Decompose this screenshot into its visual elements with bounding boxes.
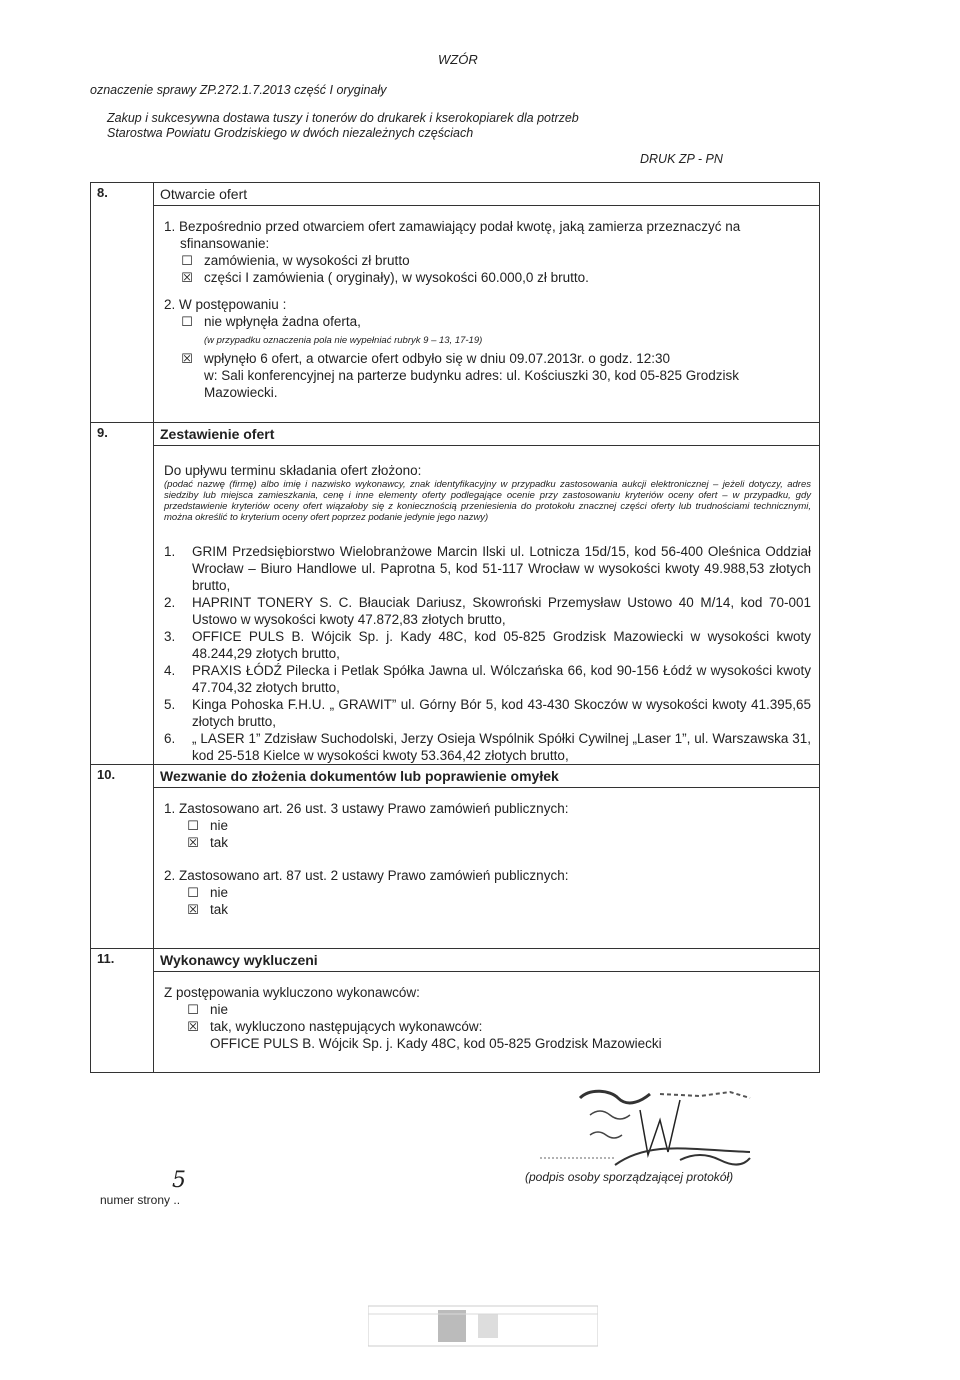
section-number: 9. <box>91 423 154 765</box>
paragraph: sfinansowanie: <box>180 236 270 251</box>
checkbox-checked-icon[interactable]: ☒ <box>187 835 199 850</box>
option-label: części I zamówienia ( oryginały), w wysokości 60.000,0 zł brutto. <box>204 270 589 285</box>
section-10 <box>91 765 820 949</box>
checkbox-unchecked-icon[interactable]: ☐ <box>187 818 199 833</box>
checkbox-option[interactable] <box>164 1018 811 1035</box>
checkbox-option[interactable] <box>164 817 811 834</box>
list-item: Kinga Pohoska F.H.U. „ GRAWIT” ul. Górny Bór 5, kod 43-430 Skoczów w wysokości kwoty 41.395,65 złotych brutto, <box>192 697 811 729</box>
list-number: 6. <box>164 731 176 746</box>
list-number: 4. <box>164 663 176 678</box>
section-title: Wykonawcy wykluczeni <box>154 949 819 972</box>
page-number-handwritten: 5 <box>172 1168 186 1193</box>
paragraph: Do upływu terminu składania ofert złożono: <box>164 463 422 478</box>
paragraph: 1. Bezpośrednio przed otwarciem ofert zamawiający podał kwotę, jaką zamierza przeznaczyć na <box>164 219 741 234</box>
section-title: Otwarcie ofert <box>154 183 819 206</box>
checkbox-option[interactable] <box>164 1001 811 1018</box>
option-label-continued: w: Sali konferencyjnej na parterze budynku adres: ul. Kościuszki 30, kod 05-825 Grodzisk <box>204 368 740 383</box>
checkbox-option[interactable] <box>164 834 811 851</box>
option-label: nie <box>210 885 229 900</box>
question: 2. Zastosowano art. 87 ust. 2 ustawy Prawo zamówień publicznych: <box>164 868 569 883</box>
section-11 <box>91 949 820 1073</box>
list-number: 2. <box>164 595 176 610</box>
section-title: Wezwanie do złożenia dokumentów lub poprawienie omyłek <box>154 765 819 788</box>
protocol-sections-table <box>90 182 820 1073</box>
subject-line-1: Zakup i sukcesywna dostawa tuszy i tonerów do drukarek i kserokopiarek dla potrzeb <box>107 111 579 125</box>
checkbox-option[interactable] <box>164 884 811 901</box>
form-watermark-label: WZÓR <box>438 52 478 67</box>
subject-line-2: Starostwa Powiatu Grodziskiego w dwóch niezależnych częściach <box>107 126 474 140</box>
checkbox-option[interactable] <box>164 350 811 367</box>
option-label-continued: Mazowiecki. <box>204 385 278 400</box>
option-label: zamówienia, w wysokości zł brutto <box>204 253 410 268</box>
list-number: 1. <box>164 544 176 559</box>
checkbox-unchecked-icon[interactable]: ☐ <box>181 253 193 268</box>
paragraph: 2. W postępowaniu : <box>164 297 287 312</box>
procurement-subject <box>107 111 579 141</box>
checkbox-unchecked-icon[interactable]: ☐ <box>187 1002 199 1017</box>
list-number: 3. <box>164 629 176 644</box>
option-label: tak <box>210 835 229 850</box>
checkbox-checked-icon[interactable]: ☒ <box>181 351 193 366</box>
section-number: 11. <box>91 949 154 1073</box>
excluded-contractor: OFFICE PULS B. Wójcik Sp. j. Kady 48C, kod 05-825 Grodzisk Mazowiecki <box>210 1036 662 1051</box>
paragraph: Z postępowania wykluczono wykonawców: <box>164 985 420 1000</box>
section-number: 8. <box>91 183 154 423</box>
checkbox-option[interactable] <box>164 313 811 330</box>
option-label: nie <box>210 818 229 833</box>
signature-caption: (podpis osoby sporządzającej protokół) <box>525 1170 734 1184</box>
checkbox-unchecked-icon[interactable]: ☐ <box>181 314 193 329</box>
list-item: „ LASER 1” Zdzisław Suchodolski, Jerzy Osieja Wspólnik Spółki Cywilnej „Laser 1”, ul. Warszawska 31, kod 25-518 Kielce w wysokości kwoty 53.364,42 złotych brutto, <box>192 731 811 763</box>
list-number: 5. <box>164 697 176 712</box>
option-label: tak, wykluczono następujących wykonawców: <box>210 1019 483 1034</box>
option-label: tak <box>210 902 229 917</box>
checkbox-unchecked-icon[interactable]: ☐ <box>187 885 199 900</box>
instruction-note: (w przypadku oznaczenia pola nie wypełniać rubryk 9 – 13, 17-19) <box>204 335 483 346</box>
signature-stamp-image <box>520 1080 780 1170</box>
section-9 <box>91 423 820 765</box>
checkbox-option[interactable] <box>164 901 811 918</box>
instruction-note: (podać nazwę (firmę) albo imię i nazwisko wykonawcy, znak identyfikacyjny w przypadku zastosowania aukcji elektronicznej – jeżeli dotyczy, adres siedziby lub miejsca zamieszkania, cenę i inne elementy oferty podlegające ocenie przy zastosowaniu kryteriów oceny ofert – w przypadku, gdy przedstawienie kryteriów oceny ofert wiązałoby się z koniecznością przeniesienia do protokołu znacznej części oferty lub trudnościami technicznymi, można określić to kryterium oceny ofert poprzez podanie jedynie jego nazwy) <box>164 479 811 523</box>
question: 1. Zastosowano art. 26 ust. 3 ustawy Prawo zamówień publicznych: <box>164 801 569 816</box>
section-number: 10. <box>91 765 154 949</box>
scan-stamp-image <box>368 1300 598 1350</box>
list-item: GRIM Przedsiębiorstwo Wielobranżowe Marcin Ilski ul. Lotnicza 15d/15, kod 56-400 Oleśnica Oddział Wrocław – Biuro Handlowe ul. Paprotna 5, kod 51-117 Wrocław w wysokości kwoty 49.988,53 złotych brutto, <box>192 544 811 593</box>
list-item: HAPRINT TONERY S. C. Błauciak Dariusz, Skowroński Przemysław Ustowo 40 M/14, kod 70-001 Ustowo w wysokości kwoty 47.872,83 złotych brutto, <box>192 595 811 627</box>
list-item: OFFICE PULS B. Wójcik Sp. j. Kady 48C, kod 05-825 Grodzisk Mazowiecki w wysokości kwoty 48.244,29 złotych brutto, <box>192 629 811 661</box>
option-label: wpłynęło 6 ofert, a otwarcie ofert odbyło się w dniu 09.07.2013r. o godz. 12:30 <box>204 351 671 366</box>
option-label: nie wpłynęła żadna oferta, <box>204 314 361 329</box>
case-number: oznaczenie sprawy ZP.272.1.7.2013 część I oryginały <box>90 83 387 97</box>
checkbox-checked-icon[interactable]: ☒ <box>181 270 193 285</box>
offers-list <box>164 543 811 764</box>
section-8 <box>91 183 820 423</box>
checkbox-option[interactable] <box>164 269 811 286</box>
checkbox-checked-icon[interactable]: ☒ <box>187 902 199 917</box>
section-title: Zestawienie ofert <box>154 423 819 446</box>
option-label: nie <box>210 1002 229 1017</box>
checkbox-checked-icon[interactable]: ☒ <box>187 1019 199 1034</box>
page-number-label: numer strony .. <box>100 1193 181 1207</box>
form-code: DRUK ZP - PN <box>640 152 723 166</box>
list-item: PRAXIS ŁÓDŹ Pilecka i Petlak Spółka Jawna ul. Wólczańska 66, kod 90-156 Łódź w wysokości kwoty 47.704,32 złotych brutto, <box>192 663 811 695</box>
checkbox-option[interactable] <box>164 252 811 269</box>
